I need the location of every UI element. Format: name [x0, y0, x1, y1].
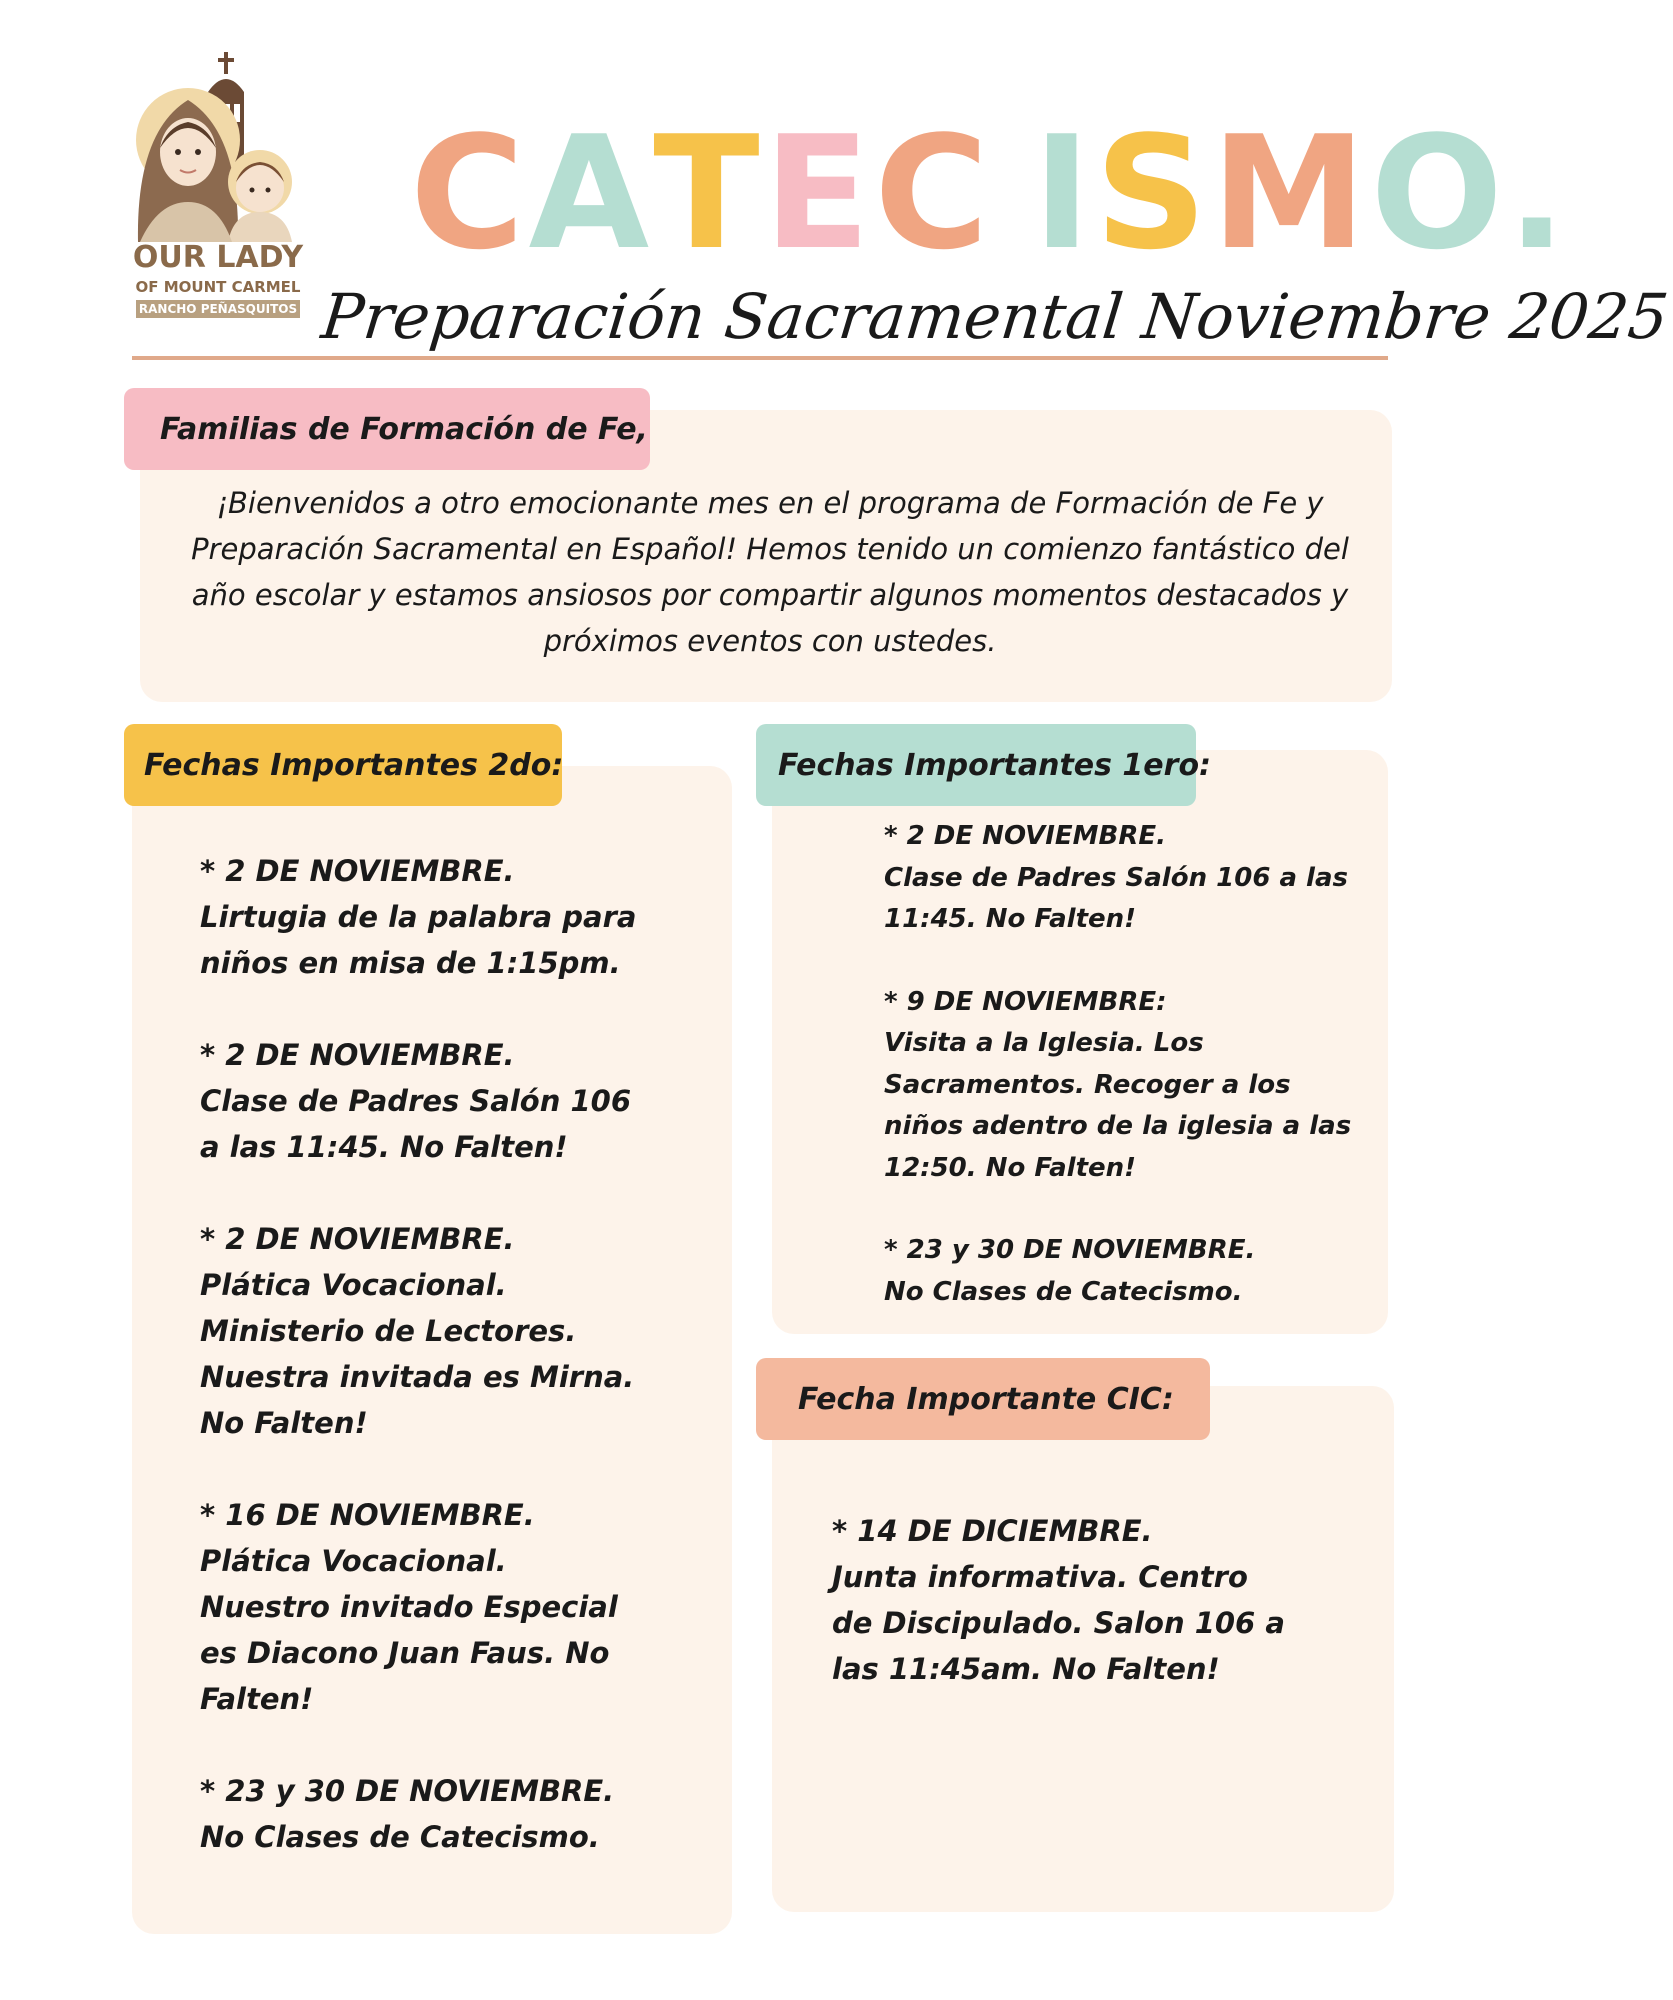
title-letter: I [1032, 102, 1095, 284]
title-letter: . [1507, 102, 1571, 284]
header-divider [132, 356, 1388, 360]
title-letter: M [1211, 102, 1371, 284]
event-item: * 16 DE NOVIEMBRE. Plática Vocacional. Nuestro invitado Especial es Diacono Juan Faus. No Falten! [200, 1498, 618, 1716]
page-title [410, 102, 1571, 284]
parish-logo [128, 52, 308, 330]
title-letter: E [763, 102, 875, 284]
event-item: * 2 DE NOVIEMBRE. Lirtugia de la palabra para niños en misa de 1:15pm. [200, 854, 637, 980]
segundo-events [200, 848, 720, 1906]
title-letter: A [528, 102, 654, 284]
title-letter: C [874, 102, 993, 284]
title-letter [993, 118, 1033, 268]
intro-heading: Familias de Formación de Fe, [124, 388, 650, 470]
logo-text-our-lady: OUR LADY [132, 240, 304, 275]
intro-text: ¡Bienvenidos a otro emocionante mes en el programa de Formación de Fe y Preparación Sacramental en Español! Hemos tenido un comienzo fantástico del año escolar y estamos ansiosos por compartir algunos momentos destacados y próximos eventos con ustedes. [191, 486, 1349, 658]
cic-heading: Fecha Importante CIC: [756, 1358, 1210, 1440]
event-item: * 9 DE NOVIEMBRE: Visita a la Iglesia. Los Sacramentos. Recoger a los niños adentro de la iglesia a las 12:50. No Falten! [884, 986, 1352, 1183]
logo-text-mount-carmel: OF MOUNT CARMEL [135, 278, 301, 296]
segundo-heading: Fechas Importantes 2do: [124, 724, 562, 806]
primero-heading: Fechas Importantes 1ero: [756, 724, 1196, 806]
page-subtitle: Preparación Sacramental Noviembre 2025 [318, 280, 1672, 353]
event-item: * 2 DE NOVIEMBRE. Plática Vocacional. Ministerio de Lectores. Nuestra invitada es Mirna. No Falten! [200, 1222, 635, 1440]
cic-events [832, 1508, 1352, 1692]
title-letter: C [410, 102, 529, 284]
logo-text-rancho: RANCHO PEÑASQUITOS [136, 300, 300, 318]
mary-and-child-icon [128, 52, 308, 242]
event-item: * 2 DE NOVIEMBRE. Clase de Padres Salón 106 a las 11:45. No Falten! [884, 821, 1348, 934]
primero-events [884, 816, 1384, 1354]
title-letter: S [1094, 102, 1212, 284]
title-letter: O [1370, 102, 1508, 284]
event-item: * 23 y 30 DE NOVIEMBRE. No Clases de Catecismo. [884, 1235, 1256, 1307]
event-item: * 2 DE NOVIEMBRE. Clase de Padres Salón 106 a las 11:45. No Falten! [200, 1038, 631, 1164]
event-item: * 14 DE DICIEMBRE. Junta informativa. Centro de Discipulado. Salon 106 a las 11:45am. No Falten! [832, 1514, 1285, 1686]
title-letter: T [653, 102, 764, 284]
event-item: * 23 y 30 DE NOVIEMBRE. No Clases de Catecismo. [200, 1774, 615, 1854]
